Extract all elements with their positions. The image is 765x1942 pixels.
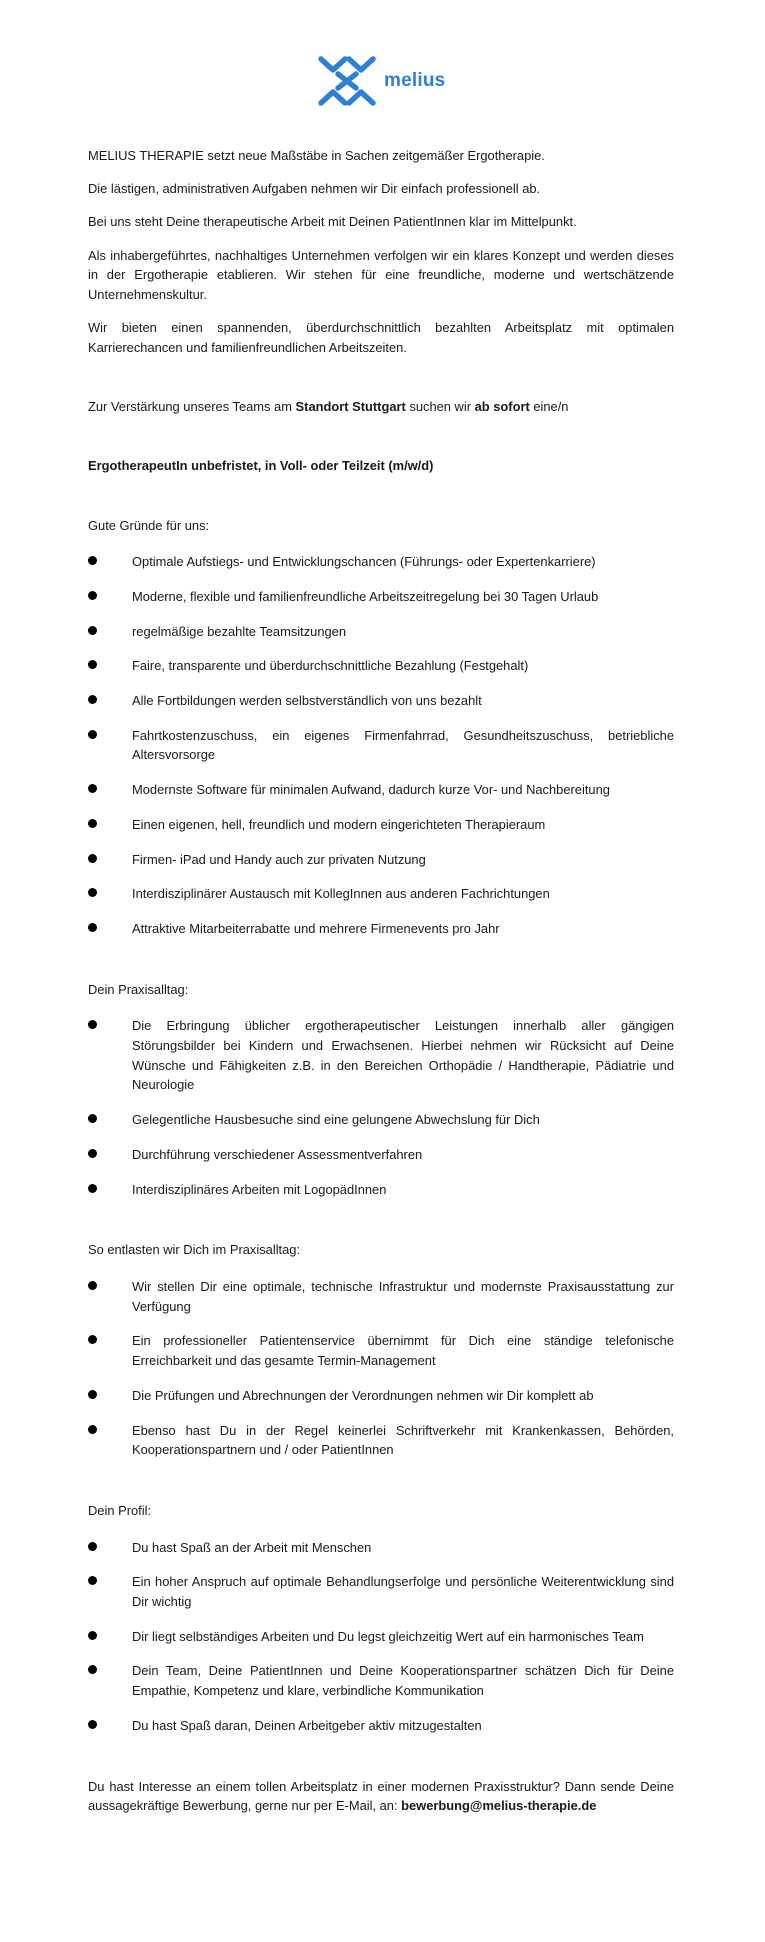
list-item: Moderne, flexible und familienfreundliche Arbeitszeitregelung bei 30 Tagen Urlaub [88,587,674,607]
list-item: Ein professioneller Patientenservice übernimmt für Dich eine ständige telefonische Erreichbarkeit und das gesamte Termin-Management [88,1331,674,1370]
search-suffix: eine/n [529,399,569,415]
relief-list [88,1277,674,1460]
section-title-relief: So entlasten wir Dich im Praxisalltag: [88,1242,301,1258]
search-middle: suchen wir [405,399,475,415]
list-item: Dir liegt selbständiges Arbeiten und Du legst gleichzeitig Wert auf ein harmonisches Team [88,1627,674,1647]
melius-x-logo-icon [318,52,376,110]
list-item: Alle Fortbildungen werden selbstverständlich von uns bezahlt [88,691,674,711]
search-sentence [88,397,674,417]
list-item: Faire, transparente und überdurchschnittliche Bezahlung (Festgehalt) [88,656,674,676]
intro-paragraph: Bei uns steht Deine therapeutische Arbeit mit Deinen PatientInnen klar im Mittelpunkt. [88,214,577,230]
list-item: Die Erbringung üblicher ergotherapeutischer Leistungen innerhalb aller gängigen Störungsbilder bei Kindern und Erwachsenen. Hierbei nehmen wir Rücksicht auf Deine Wünsche und Fähigkeiten z.B. in den Bereichen Orthopädie / Handtherapie, Pädiatrie und Neurologie [88,1016,674,1095]
closing-text: Du hast Interesse an einem tollen Arbeitsplatz in einer modernen Praxisstruktur? Dann sende Deine aussagekräftige Bewerbung, gerne nur per E-Mail, an: [88,1778,674,1814]
intro-paragraph: Die lästigen, administrativen Aufgaben nehmen wir Dir einfach professionell ab. [88,181,541,197]
logo-text: melius [384,70,446,91]
list-item: Wir stellen Dir eine optimale, technische Infrastruktur und modernste Praxisausstattung zur Verfügung [88,1277,674,1316]
list-item: Ebenso hast Du in der Regel keinerlei Schriftverkehr mit Krankenkassen, Behörden, Kooperationspartnern und / oder PatientInnen [88,1421,674,1460]
daily-list [88,1016,674,1199]
list-item: Du hast Spaß daran, Deinen Arbeitgeber aktiv mitzugestalten [88,1716,674,1736]
job-title: ErgotherapeutIn unbefristet, in Voll- oder Teilzeit (m/w/d) [88,458,434,474]
reasons-list [88,552,674,938]
list-item: Durchführung verschiedener Assessmentverfahren [88,1145,674,1165]
job-posting [88,146,674,1829]
list-item: Die Prüfungen und Abrechnungen der Verordnungen nehmen wir Dir komplett ab [88,1386,674,1406]
intro-paragraph: MELIUS THERAPIE setzt neue Maßstäbe in Sachen zeitgemäßer Ergotherapie. [88,148,545,163]
list-item: Ein hoher Anspruch auf optimale Behandlungserfolge und persönliche Weiterentwicklung sind Dir wichtig [88,1572,674,1611]
list-item: Interdisziplinärer Austausch mit KollegInnen aus anderen Fachrichtungen [88,884,674,904]
list-item: Modernste Software für minimalen Aufwand, dadurch kurze Vor- und Nachbereitung [88,780,674,800]
location: Standort Stuttgart [295,399,406,415]
closing-paragraph [88,1777,674,1816]
company-logo [318,52,445,110]
section-title-reasons: Gute Gründe für uns: [88,517,210,533]
intro-paragraph: Wir bieten einen spannenden, überdurchschnittlich bezahlten Arbeitsplatz mit optimalen Karrierechancen und familienfreundlichen Arbeitszeiten. [88,320,674,355]
start-date: ab sofort [474,399,530,415]
list-item: Optimale Aufstiegs- und Entwicklungschancen (Führungs- oder Expertenkarriere) [88,552,674,572]
list-item: Attraktive Mitarbeiterrabatte und mehrere Firmenevents pro Jahr [88,919,674,939]
list-item: regelmäßige bezahlte Teamsitzungen [88,622,674,642]
list-item: Dein Team, Deine PatientInnen und Deine Kooperationspartner schätzen Dich für Deine Empathie, Kompetenz und klare, verbindliche Kommunikation [88,1661,674,1700]
section-title-profile: Dein Profil: [88,1502,152,1518]
list-item: Fahrtkostenzuschuss, ein eigenes Firmenfahrrad, Gesundheitszuschuss, betriebliche Altersvorsorge [88,726,674,765]
application-email[interactable]: bewerbung@melius-therapie.de [401,1798,597,1814]
search-prefix: Zur Verstärkung unseres Teams am [88,399,296,415]
intro-paragraph: Als inhabergeführtes, nachhaltiges Unternehmen verfolgen wir ein klares Konzept und werden dieses in der Ergotherapie etablieren. Wir stehen für eine freundliche, moderne und wertschätzende Unternehmenskultur. [88,247,674,303]
list-item: Interdisziplinäres Arbeiten mit LogopädInnen [88,1180,674,1200]
list-item: Du hast Spaß an der Arbeit mit Menschen [88,1538,674,1558]
list-item: Firmen- iPad und Handy auch zur privaten Nutzung [88,850,674,870]
profile-list [88,1538,674,1736]
list-item: Gelegentliche Hausbesuche sind eine gelungene Abwechslung für Dich [88,1110,674,1130]
section-title-daily: Dein Praxisalltag: [88,981,189,997]
list-item: Einen eigenen, hell, freundlich und modern eingerichteten Therapieraum [88,815,674,835]
